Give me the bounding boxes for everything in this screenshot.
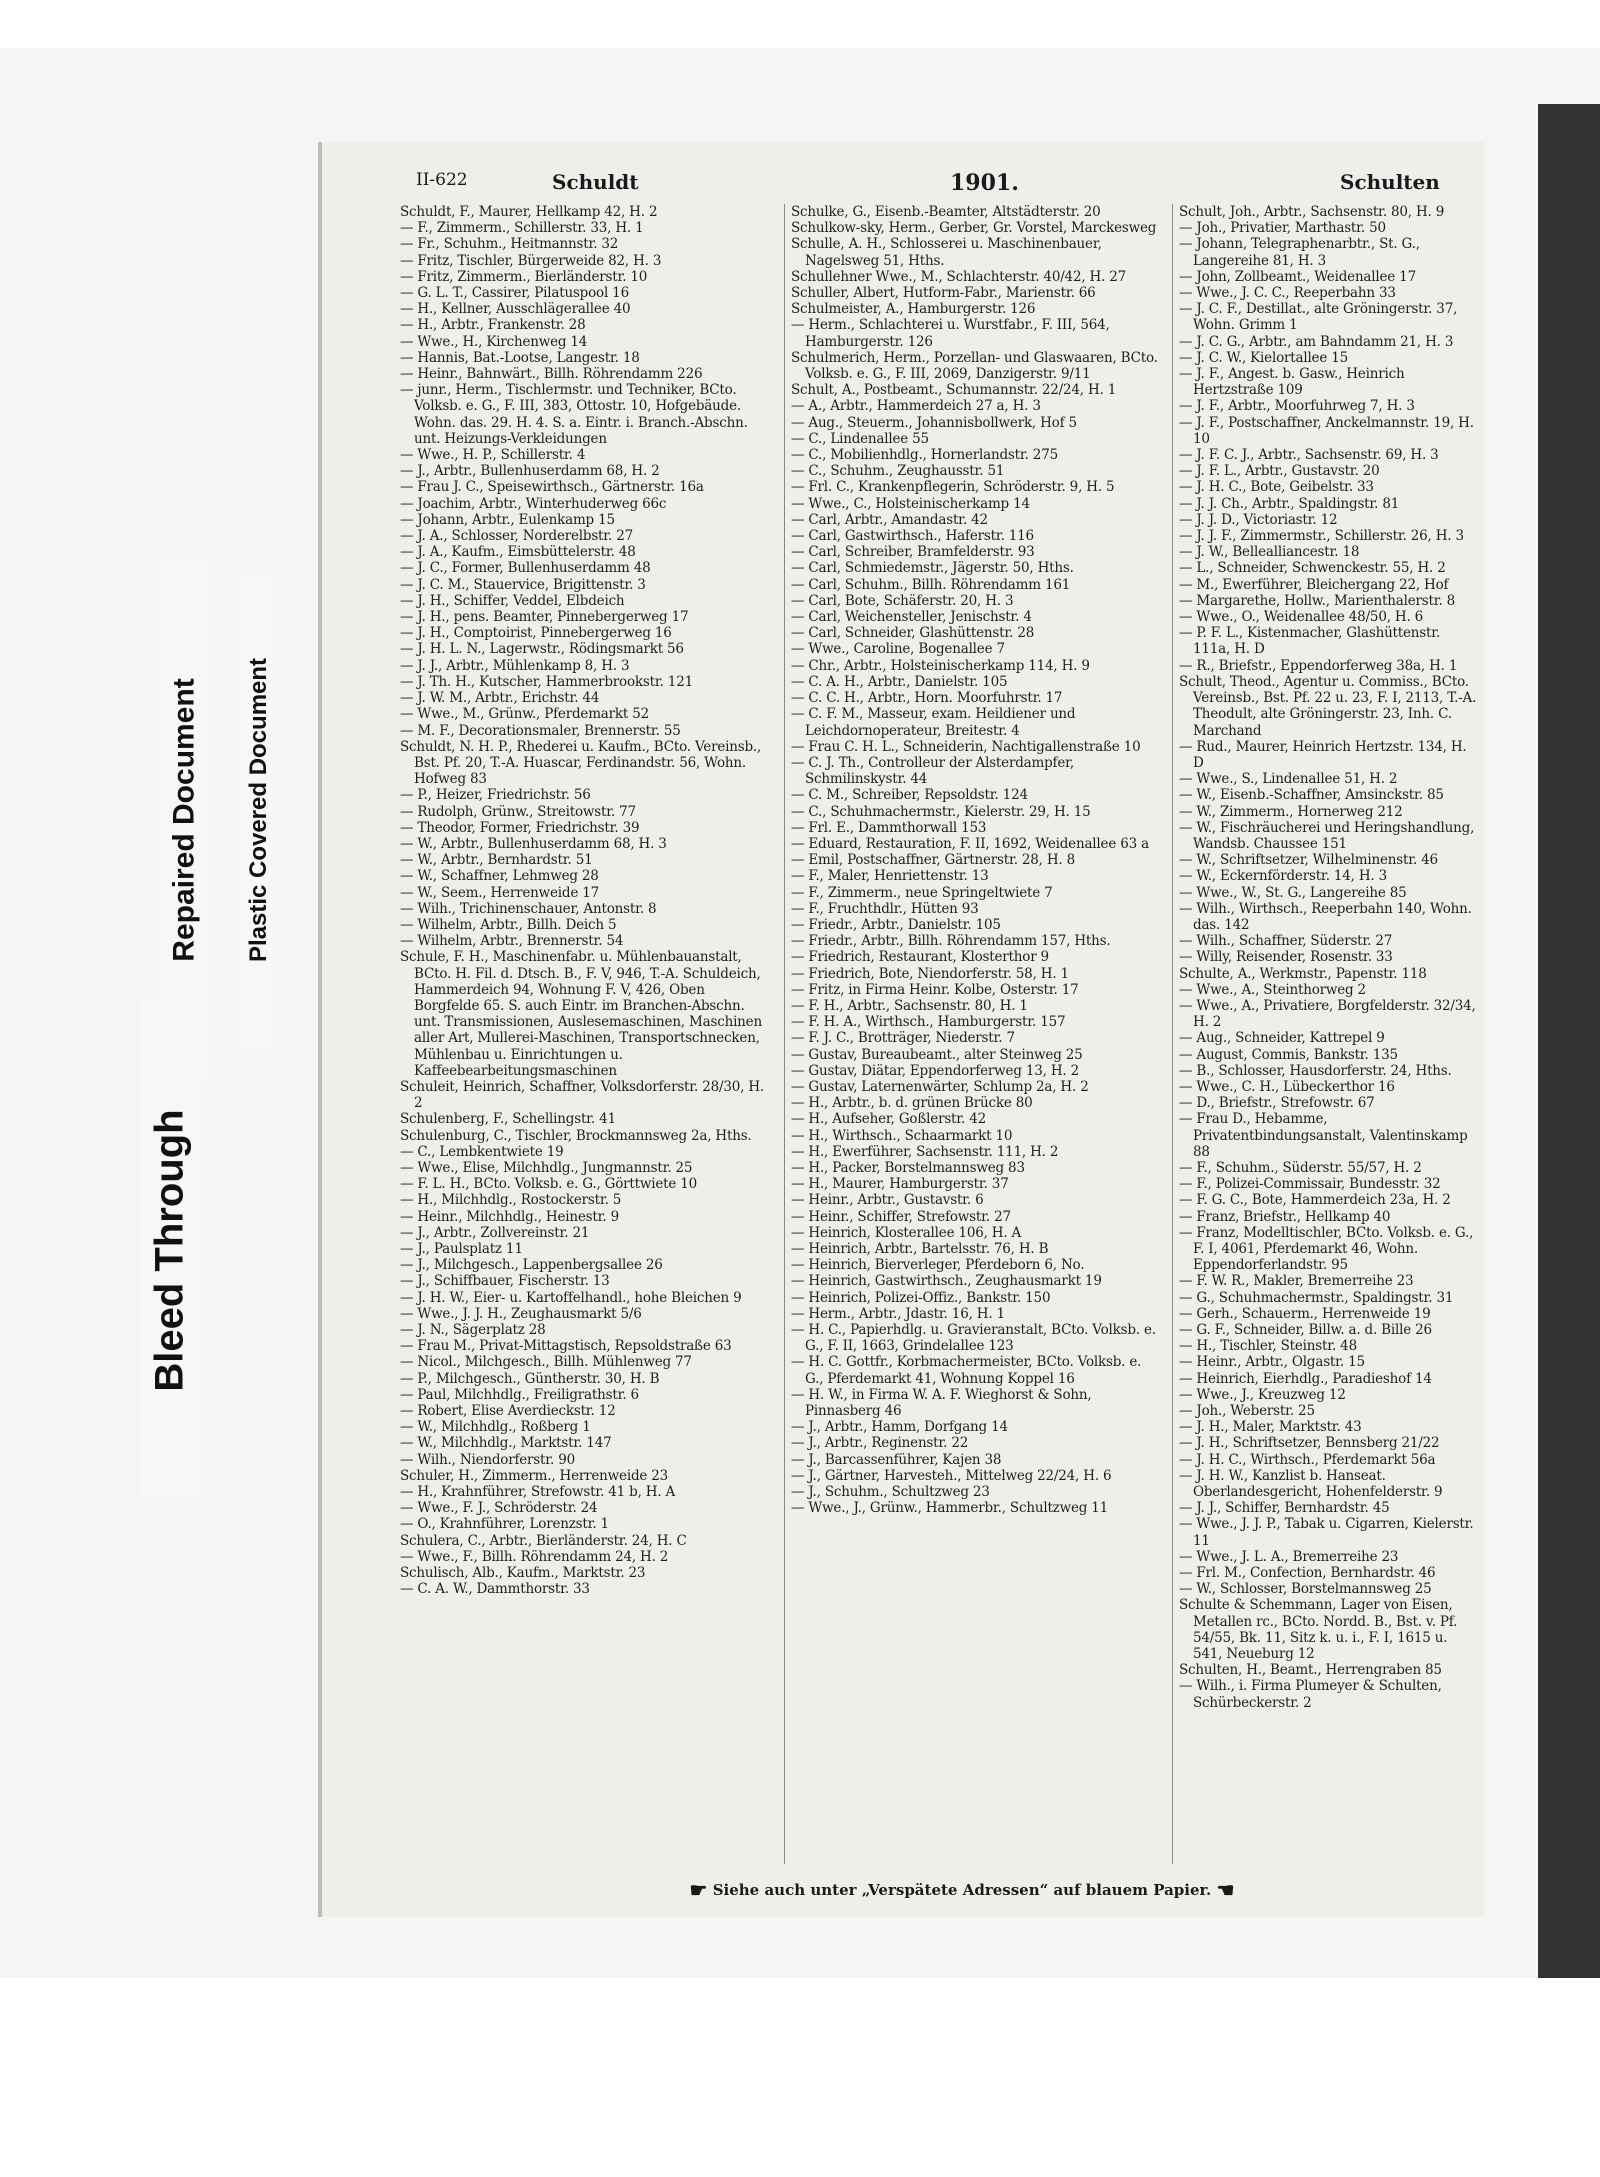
directory-entry: — J. H., Maler, Marktstr. 43 — [1179, 1419, 1362, 1436]
directory-entry: — Johann, Telegraphenarbtr., St. G., Langereihe 81, H. 3 — [1179, 236, 1420, 269]
directory-entry: — Wwe., M., Grünw., Pferdemarkt 52 — [400, 706, 649, 723]
directory-entry: Schulera, C., Arbtr., Bierländerstr. 24, H. C — [400, 1532, 687, 1549]
directory-entry: — Carl, Schneider, Glashüttenstr. 28 — [791, 625, 1035, 642]
directory-entry: — J. H. W., Kanzlist b. Hanseat. Oberlandesgericht, Hohenfelderstr. 9 — [1179, 1467, 1443, 1501]
directory-entry: — Nicol., Milchgesch., Billh. Mühlenweg 77 — [400, 1354, 692, 1371]
directory-entry: — J., Arbtr., Reginenstr. 22 — [791, 1435, 969, 1452]
directory-entry: — Carl, Schreiber, Bramfelderstr. 93 — [791, 544, 1035, 561]
directory-entry: — J., Schuhm., Schultzweg 23 — [791, 1484, 990, 1501]
directory-entry: — Herm., Schlachterei u. Wurstfabr., F. III, 564, Hamburgerstr. 126 — [791, 317, 1110, 350]
directory-entry: Schulle, A. H., Schlosserei u. Maschinenbauer, Nagelsweg 51, Hths. — [791, 236, 1102, 269]
directory-entry: — J., Barcassenführer, Kajen 38 — [791, 1451, 1002, 1468]
directory-entry: — J., Arbtr., Hamm, Dorfgang 14 — [791, 1419, 1008, 1436]
directory-entry: — Carl, Schmiedemstr., Jägerstr. 50, Hths. — [791, 560, 1074, 577]
directory-entry: — J. J. D., Victoriastr. 12 — [1179, 511, 1338, 528]
directory-entry: — Carl, Weichensteller, Jenischstr. 4 — [791, 609, 1032, 626]
directory-entry: — W., Zimmerm., Hornerweg 212 — [1179, 803, 1403, 820]
directory-entry: — Gustav, Laternenwärter, Schlump 2a, H. 2 — [791, 1078, 1089, 1095]
directory-entry: — J. W., Bellealliancestr. 18 — [1179, 544, 1360, 561]
directory-entry: Schulenberg, F., Schellingstr. 41 — [400, 1111, 616, 1128]
directory-entry: — Wilh., Trichinenschauer, Antonstr. 8 — [400, 900, 657, 917]
directory-entry: — Wwe., F., Billh. Röhrendamm 24, H. 2 — [400, 1548, 669, 1565]
directory-entry: — W., Arbtr., Bullenhuserdamm 68, H. 3 — [400, 835, 667, 852]
directory-entry: — Joachim, Arbtr., Winterhuderweg 66c — [400, 495, 667, 512]
directory-entry: — H. W., in Firma W. A. F. Wieghorst & Sohn, Pinnasberg 46 — [791, 1386, 1092, 1420]
directory-entry: — J. H. W., Eier- u. Kartoffelhandl., hohe Bleichen 9 — [400, 1289, 742, 1306]
header-year: 1901. — [950, 170, 1019, 196]
directory-entry: — Wilh., Niendorferstr. 90 — [400, 1451, 575, 1468]
directory-entry: — Hannis, Bat.-Lootse, Langestr. 18 — [400, 349, 640, 366]
directory-entry: — Wwe., S., Lindenallee 51, H. 2 — [1179, 771, 1398, 788]
directory-entry: — G. F., Schneider, Billw. a. d. Bille 26 — [1179, 1322, 1432, 1339]
directory-entry: — J. H., Schiffer, Veddel, Elbdeich — [400, 592, 625, 609]
directory-entry: — Wwe., J. J. P., Tabak u. Cigarren, Kielerstr. 11 — [1179, 1516, 1474, 1549]
directory-entry: — Willy, Reisender, Rosenstr. 33 — [1179, 949, 1393, 966]
directory-entry: — J. Th. H., Kutscher, Hammerbrookstr. 121 — [400, 673, 693, 690]
directory-entry: — Fritz, Zimmerm., Bierländerstr. 10 — [400, 268, 648, 285]
directory-entry: — J. H., pens. Beamter, Pinnebergerweg 17 — [400, 609, 689, 626]
directory-entry: — J. C. G., Arbtr., am Bahndamm 21, H. 3 — [1179, 333, 1454, 350]
directory-entry: — F., Zimmerm., Schillerstr. 33, H. 1 — [400, 220, 644, 237]
directory-entry: — Friedrich, Bote, Niendorferstr. 58, H. 1 — [791, 965, 1069, 982]
directory-entry: — Wilh., i. Firma Plumeyer & Schulten, Schürbeckerstr. 2 — [1179, 1678, 1442, 1711]
directory-entry: — J. F., Postschaffner, Anckelmannstr. 19, H. 10 — [1179, 414, 1474, 447]
directory-entry: — J. A., Kaufm., Eimsbüttelerstr. 48 — [400, 544, 636, 561]
pointing-hand-right-icon: ☛ — [689, 1878, 708, 1902]
directory-entry: — H. C., Papierhdlg. u. Gravieranstalt, BCto. Volksb. e. G., F. II, 1663, Grindelallee 123 — [791, 1322, 1156, 1355]
directory-entry: — Rudolph, Grünw., Streitowstr. 77 — [400, 803, 636, 820]
directory-entry: Schulisch, Alb., Kaufm., Marktstr. 23 — [400, 1565, 646, 1582]
directory-entry: — W., Seem., Herrenweide 17 — [400, 884, 599, 901]
directory-entry: — Frl. M., Confection, Bernhardstr. 46 — [1179, 1565, 1436, 1582]
directory-entry: — Heinrich, Gastwirthsch., Zeughausmarkt 19 — [791, 1273, 1102, 1290]
column-2 — [784, 204, 1161, 1864]
directory-entry: — J. J. F., Zimmermstr., Schillerstr. 26, H. 3 — [1179, 528, 1464, 545]
page-number: II-622 — [416, 170, 468, 190]
directory-entry: — Wwe., J. L. A., Bremerreihe 23 — [1179, 1548, 1399, 1565]
directory-entry: — Wilh., Wirthsch., Reeperbahn 140, Wohn. das. 142 — [1179, 900, 1472, 933]
directory-entry: — Wilh., Schaffner, Süderstr. 27 — [1179, 933, 1393, 950]
directory-entry: — J. A., Schlosser, Norderelbstr. 27 — [400, 528, 634, 545]
directory-entry: — Heinrich, Eierhdlg., Paradieshof 14 — [1179, 1370, 1432, 1387]
directory-entry: Schult, Theod., Agentur u. Commiss., BCto. Vereinsb., Bst. Pf. 22 u. 23, F. I, 2113, T.-A. Theodult, alte Gröningerstr. 23, Inh. C. Marchand — [1179, 673, 1477, 739]
directory-entry: — Franz, Modelltischler, BCto. Volksb. e. G., F. I, 4061, Pferdemarkt 46, Wohn. Eppendorferlandstr. 95 — [1179, 1224, 1474, 1274]
directory-entry: — Frau C. H. L., Schneiderin, Nachtigallenstraße 10 — [791, 738, 1141, 755]
directory-entry: — J. H., Comptoirist, Pinnebergerweg 16 — [400, 625, 672, 642]
directory-entry: — C. J. Th., Controlleur der Alsterdampfer, Schmilinskystr. 44 — [791, 754, 1074, 788]
directory-entry: — Wwe., C. H., Lübeckerthor 16 — [1179, 1078, 1395, 1095]
directory-entry: — J. F. L., Arbtr., Gustavstr. 20 — [1179, 463, 1380, 480]
directory-entry: — Frau J. C., Speisewirthsch., Gärtnerstr. 16a — [400, 479, 704, 496]
directory-entry: — J., Gärtner, Harvesteh., Mittelweg 22/24, H. 6 — [791, 1467, 1112, 1484]
directory-entry: — Wilhelm, Arbtr., Brennerstr. 54 — [400, 933, 624, 950]
directory-entry: — J., Milchgesch., Lappenbergsallee 26 — [400, 1257, 663, 1274]
column-3 — [1172, 204, 1479, 1864]
directory-entry: — Robert, Elise Averdieckstr. 12 — [400, 1403, 616, 1420]
directory-entry: — F. L. H., BCto. Volksb. e. G., Görttwiete 10 — [400, 1176, 698, 1193]
directory-entry: — J. W. M., Arbtr., Erichstr. 44 — [400, 690, 600, 707]
directory-entry: — Eduard, Restauration, F. II, 1692, Weidenallee 63 a — [791, 835, 1149, 852]
directory-entry: — C. A. H., Arbtr., Danielstr. 105 — [791, 673, 1008, 690]
directory-entry: — Frl. C., Krankenpflegerin, Schröderstr. 9, H. 5 — [791, 479, 1115, 496]
directory-entry: — Wwe., J. J. H., Zeughausmarkt 5/6 — [400, 1305, 642, 1322]
directory-page — [318, 142, 1484, 1917]
directory-entry: — F., Schuhm., Süderstr. 55/57, H. 2 — [1179, 1159, 1422, 1176]
directory-entry: — D., Briefstr., Strefowstr. 67 — [1179, 1095, 1375, 1112]
directory-entry: — H. C. Gottfr., Korbmachermeister, BCto. Volksb. e. G., Pferdemarkt 41, Wohnung Koppel 16 — [791, 1354, 1142, 1387]
directory-entry: — W., Milchhdlg., Marktstr. 147 — [400, 1435, 612, 1452]
directory-entry: — C., Mobilienhdlg., Hornerlandstr. 275 — [791, 447, 1058, 464]
directory-entry: — H., Milchhdlg., Rostockerstr. 5 — [400, 1192, 622, 1209]
directory-entry: — J. J., Arbtr., Mühlenkamp 8, H. 3 — [400, 657, 630, 674]
directory-entry: Schulmerich, Herm., Porzellan- und Glaswaaren, BCto. Volksb. e. G., F. III, 2069, Danzigerstr. 9/11 — [791, 349, 1158, 383]
directory-entry: — J. F., Arbtr., Moorfuhrweg 7, H. 3 — [1179, 398, 1415, 415]
directory-entry: — H., Ewerführer, Sachsenstr. 111, H. 2 — [791, 1143, 1059, 1160]
header-left-word: Schuldt — [552, 170, 639, 194]
directory-entry: — J. H., Schriftsetzer, Bennsberg 21/22 — [1179, 1435, 1440, 1452]
directory-entry: — W., Milchhdlg., Roßberg 1 — [400, 1419, 591, 1436]
directory-entry: — junr., Herm., Tischlermstr. und Techniker, BCto. Volksb. e. G., F. III, 383, Ottostr. 10, Hofgebäude. Wohn. das. 29. H. 4. S. a. Eintr. i. Branch.-Abschn. unt. Heizungs-Verkleidungen — [400, 382, 748, 447]
directory-entry: — C. F. M., Masseur, exam. Heildiener und Leichdornoperateur, Breitestr. 4 — [791, 706, 1076, 739]
directory-entry: — H., Krahnführer, Strefowstr. 41 b, H. A — [400, 1484, 676, 1501]
directory-entry: — Wwe., J., Kreuzweg 12 — [1179, 1386, 1346, 1403]
directory-entry: — J. J. Ch., Arbtr., Spaldingstr. 81 — [1179, 495, 1400, 512]
directory-entry: — Wwe., J., Grünw., Hammerbr., Schultzweg 11 — [791, 1500, 1109, 1517]
directory-entry: — C., Lindenallee 55 — [791, 430, 929, 447]
directory-entry: — Friedr., Arbtr., Danielstr. 105 — [791, 916, 1001, 933]
directory-entry: — F. H., Arbtr., Sachsenstr. 80, H. 1 — [791, 997, 1028, 1014]
directory-entry: — J. N., Sägerplatz 28 — [400, 1322, 546, 1339]
directory-entry: — W., Fischräucherei und Heringshandlung, Wandsb. Chaussee 151 — [1179, 819, 1475, 852]
top-margin — [0, 0, 1600, 48]
directory-entry: Schulte, A., Werkmstr., Papenstr. 118 — [1179, 965, 1427, 982]
directory-entry: — Frau D., Hebamme, Privatentbindungsanstalt, Valentinskamp 88 — [1179, 1111, 1468, 1160]
directory-entry: — J., Schiffbauer, Fischerstr. 13 — [400, 1273, 610, 1290]
directory-entry: Schullehner Wwe., M., Schlachterstr. 40/42, H. 27 — [791, 268, 1127, 285]
directory-entry: — W., Schaffner, Lehmweg 28 — [400, 868, 599, 885]
directory-entry: — J. J., Schiffer, Bernhardstr. 45 — [1179, 1500, 1390, 1517]
directory-entry: — R., Briefstr., Eppendorferweg 38a, H. 1 — [1179, 657, 1458, 674]
directory-entry: — Wwe., H. P., Schillerstr. 4 — [400, 447, 586, 464]
directory-entry: — G. L. T., Cassirer, Pilatuspool 16 — [400, 285, 629, 302]
tag-plastic-label: Plastic Covered Document — [245, 657, 272, 963]
directory-entry: — A., Arbtr., Hammerdeich 27 a, H. 3 — [791, 398, 1041, 415]
directory-entry: — Wwe., F. J., Schröderstr. 24 — [400, 1500, 598, 1517]
directory-entry: — H., Kellner, Ausschlägerallee 40 — [400, 301, 631, 318]
directory-entry: — Joh., Privatier, Marthastr. 50 — [1179, 220, 1386, 237]
directory-entry: Schulten, H., Beamt., Herrengraben 85 — [1179, 1662, 1442, 1679]
directory-entry: Schule, F. H., Maschinenfabr. u. Mühlenbauanstalt, BCto. H. Fil. d. Dtsch. B., F. V, 946, T.-A. Schuldeich, Hammerdeich 94, Wohnung F. V, 426, Oben Borgfelde 65. S. auch Eintr. im Branchen-Abschn. unt. Transmissionen, Auslesemaschinen, Maschinen aller Art, Mullerei-Maschinen, Transportschnecken, Mühlenbau u. Einrichtungen u. Kaffeebearbeitungsmaschinen — [400, 949, 762, 1079]
directory-entry: — Heinr., Milchhdlg., Heinestr. 9 — [400, 1208, 619, 1225]
tag-plastic — [240, 570, 278, 1050]
directory-entry: — J. F., Angest. b. Gasw., Heinrich Hertzstraße 109 — [1179, 366, 1405, 399]
directory-entry: Schulenburg, C., Tischler, Brockmannsweg 2a, Hths. — [400, 1127, 752, 1144]
directory-entry: — Heinrich, Bierverleger, Pferdeborn 6, No. — [791, 1257, 1085, 1274]
directory-entry: Schuldt, N. H. P., Rhederei u. Kaufm., BCto. Vereinsb., Bst. Pf. 20, T.-A. Huascar, Ferdinandstr. 56, Wohn. Hofweg 83 — [400, 738, 762, 788]
directory-entry: — W., Arbtr., Bernhardstr. 51 — [400, 852, 593, 869]
directory-entry: — C. M., Schreiber, Repsoldstr. 124 — [791, 787, 1028, 804]
directory-entry: — Wwe., Elise, Milchhdlg., Jungmannstr. 25 — [400, 1159, 693, 1176]
directory-entry: — F., Zimmerm., neue Springeltwiete 7 — [791, 884, 1053, 901]
directory-entry: — W., Eckernförderstr. 14, H. 3 — [1179, 868, 1387, 885]
directory-entry: — B., Schlosser, Hausdorferstr. 24, Hths. — [1179, 1062, 1452, 1079]
directory-entry: — C. A. W., Dammthorstr. 33 — [400, 1581, 590, 1598]
directory-entry: — H., Packer, Borstelmannsweg 83 — [791, 1159, 1025, 1176]
directory-entry: — Rud., Maurer, Heinrich Hertzstr. 134, H. D — [1179, 738, 1467, 771]
directory-entry: — O., Krahnführer, Lorenzstr. 1 — [400, 1516, 609, 1533]
directory-entry: — F., Fruchthdlr., Hütten 93 — [791, 900, 979, 917]
directory-entry: — August, Commis, Bankstr. 135 — [1179, 1046, 1398, 1063]
directory-entry: — Wwe., C., Holsteinischerkamp 14 — [791, 495, 1030, 512]
directory-entry: — Heinrich, Polizei-Offiz., Bankstr. 150 — [791, 1289, 1051, 1306]
directory-entry: Schuleit, Heinrich, Schaffner, Volksdorferstr. 28/30, H. 2 — [400, 1078, 764, 1112]
directory-entry: Schult, Joh., Arbtr., Sachsenstr. 80, H. 9 — [1179, 204, 1445, 220]
directory-entry: — W., Schlosser, Borstelmannsweg 25 — [1179, 1581, 1432, 1598]
directory-entry: — G., Schuhmachermstr., Spaldingstr. 31 — [1179, 1289, 1454, 1306]
directory-entry: Schulkow-sky, Herm., Gerber, Gr. Vorstel, Marckesweg — [791, 220, 1157, 237]
directory-entry: — Aug., Schneider, Kattrepel 9 — [1179, 1030, 1385, 1047]
header-right-word: Schulten — [1340, 170, 1440, 194]
directory-entry: — Gustav, Bureaubeamt., alter Steinweg 25 — [791, 1046, 1083, 1063]
footer-note — [512, 1878, 1412, 1902]
directory-entry: — Frau M., Privat-Mittagstisch, Repsoldstraße 63 — [400, 1338, 732, 1355]
directory-entry: — Johann, Arbtr., Eulenkamp 15 — [400, 511, 615, 528]
directory-entry: — C., Lembkentwiete 19 — [400, 1143, 564, 1160]
column-1 — [400, 204, 770, 1864]
directory-entry: — L., Schneider, Schwenckestr. 55, H. 2 — [1179, 560, 1446, 577]
directory-entry: — C., Schuhmachermstr., Kielerstr. 29, H. 15 — [791, 803, 1091, 820]
directory-entry: — Heinr., Arbtr., Olgastr. 15 — [1179, 1354, 1365, 1371]
directory-entry: — J. C. M., Stauervice, Brigittenstr. 3 — [400, 576, 646, 593]
directory-entry: — W., Eisenb.-Schaffner, Amsinckstr. 85 — [1179, 787, 1444, 804]
directory-entry: — Wwe., H., Kirchenweg 14 — [400, 333, 588, 350]
directory-entry: — C., Schuhm., Zeughausstr. 51 — [791, 463, 1005, 480]
directory-entry: — Gustav, Diätar, Eppendorferweg 13, H. 2 — [791, 1062, 1079, 1079]
directory-entry: — Friedr., Arbtr., Billh. Röhrendamm 157, Hths. — [791, 933, 1111, 950]
directory-entry: Schuller, Albert, Hutform-Fabr., Marienstr. 66 — [791, 285, 1096, 302]
directory-entry: — Frl. E., Dammthorwall 153 — [791, 819, 987, 836]
directory-entry: — Wilhelm, Arbtr., Billh. Deich 5 — [400, 916, 617, 933]
directory-entry: — Chr., Arbtr., Holsteinischerkamp 114, H. 9 — [791, 657, 1090, 674]
pointing-hand-left-icon: ☚ — [1216, 1878, 1235, 1902]
directory-entry: — F. W. R., Makler, Bremerreihe 23 — [1179, 1273, 1414, 1290]
directory-entry: — Heinrich, Klosterallee 106, H. A — [791, 1224, 1022, 1241]
tag-repaired — [160, 560, 210, 1080]
directory-entry: — Heinr., Schiffer, Strefowstr. 27 — [791, 1208, 1011, 1225]
directory-entry: — F., Maler, Henriettenstr. 13 — [791, 868, 989, 885]
directory-entry: — Wwe., W., St. G., Langereihe 85 — [1179, 884, 1407, 901]
directory-entry: — Emil, Postschaffner, Gärtnerstr. 28, H. 8 — [791, 852, 1076, 869]
directory-entry: — J. F. C. J., Arbtr., Sachsenstr. 69, H. 3 — [1179, 447, 1439, 464]
directory-entry: — Aug., Steuerm., Johannisbollwerk, Hof 5 — [791, 414, 1077, 431]
directory-entry: — Wwe., J. C. C., Reeperbahn 33 — [1179, 285, 1396, 302]
directory-entry: — Joh., Weberstr. 25 — [1179, 1403, 1315, 1420]
directory-entry: — J. C. F., Destillat., alte Gröningerstr. 37, Wohn. Grimm 1 — [1179, 301, 1458, 334]
directory-entry: — M., Ewerführer, Bleichergang 22, Hof — [1179, 576, 1449, 593]
directory-entry: — Wwe., A., Steinthorweg 2 — [1179, 981, 1366, 998]
directory-entry: — Heinrich, Arbtr., Bartelsstr. 76, H. B — [791, 1241, 1049, 1257]
directory-entry: — Herm., Arbtr., Jdastr. 16, H. 1 — [791, 1305, 1005, 1322]
directory-entry: Schulmeister, A., Hamburgerstr. 126 — [791, 301, 1036, 318]
directory-entry: Schult, A., Postbeamt., Schumannstr. 22/24, H. 1 — [791, 382, 1117, 399]
directory-entry: Schulke, G., Eisenb.-Beamter, Altstädterstr. 20 — [791, 204, 1101, 220]
directory-entry: — Franz, Briefstr., Hellkamp 40 — [1179, 1208, 1391, 1225]
directory-entry: — Wwe., O., Weidenallee 48/50, H. 6 — [1179, 609, 1424, 626]
directory-entry: — Fritz, in Firma Heinr. Kolbe, Osterstr. 17 — [791, 981, 1079, 998]
directory-entry: — Wwe., A., Privatiere, Borgfelderstr. 32/34, H. 2 — [1179, 997, 1476, 1031]
directory-entry: — J. H. C., Wirthsch., Pferdemarkt 56a — [1179, 1451, 1436, 1468]
binding-edge — [1538, 104, 1600, 1984]
directory-entry: — H., Tischler, Steinstr. 48 — [1179, 1338, 1357, 1355]
directory-entry: — F., Polizei-Commissair, Bundesstr. 32 — [1179, 1176, 1441, 1193]
directory-entry: — John, Zollbeamt., Weidenallee 17 — [1179, 268, 1416, 285]
directory-entry: Schulte & Schemmann, Lager von Eisen, Metallen rc., BCto. Nordd. B., Bst. v. Pf. 54/55, Bk. 11, Sitz k. u. i., F. I, 1615 u. 541, Neueburg 12 — [1179, 1597, 1458, 1663]
directory-entry: — Wwe., Caroline, Bogenallee 7 — [791, 641, 1005, 658]
bottom-margin — [0, 1978, 1600, 2177]
directory-entry: — Carl, Arbtr., Amandastr. 42 — [791, 511, 988, 528]
directory-entry: — P. F. L., Kistenmacher, Glashüttenstr. 111a, H. D — [1179, 625, 1441, 658]
directory-entry: — Paul, Milchhdlg., Freiligrathstr. 6 — [400, 1386, 639, 1403]
directory-entry: — Heinr., Bahnwärt., Billh. Röhrendamm 226 — [400, 366, 703, 383]
directory-entry: — H., Arbtr., Frankenstr. 28 — [400, 317, 586, 334]
directory-entry: — Carl, Gastwirthsch., Haferstr. 116 — [791, 528, 1034, 545]
directory-entry: — J. C., Former, Bullenhuserdamm 48 — [400, 560, 651, 577]
tag-repaired-label: Repaired Document — [168, 678, 202, 962]
directory-entry: — Carl, Schuhm., Billh. Röhrendamm 161 — [791, 576, 1071, 593]
directory-entry: — Fr., Schuhm., Heitmannstr. 32 — [400, 236, 619, 253]
directory-entry: — F. J. C., Brotträger, Niederstr. 7 — [791, 1030, 1015, 1047]
directory-entry: — H., Maurer, Hamburgerstr. 37 — [791, 1176, 1009, 1193]
directory-entry: Schuldt, F., Maurer, Hellkamp 42, H. 2 — [400, 204, 658, 220]
directory-entry: — Friedrich, Restaurant, Klosterthor 9 — [791, 949, 1049, 966]
directory-entry: — W., Schriftsetzer, Wilhelminenstr. 46 — [1179, 852, 1438, 869]
tag-bleed-through-label: Bleed Through — [147, 1108, 192, 1392]
page-header — [322, 170, 1484, 200]
directory-entry: — P., Milchgesch., Güntherstr. 30, H. B — [400, 1370, 660, 1387]
directory-entry: — C. C. H., Arbtr., Horn. Moorfuhrstr. 17 — [791, 690, 1063, 707]
directory-entry: — Carl, Bote, Schäferstr. 20, H. 3 — [791, 592, 1014, 609]
directory-entry: — Theodor, Former, Friedrichstr. 39 — [400, 819, 640, 836]
directory-entry: — J., Paulsplatz 11 — [400, 1241, 523, 1257]
directory-entry: — Heinr., Arbtr., Gustavstr. 6 — [791, 1192, 984, 1209]
directory-entry: — J. H. L. N., Lagerwstr., Rödingsmarkt 56 — [400, 641, 684, 658]
directory-entry: — Gerh., Schauerm., Herrenweide 19 — [1179, 1305, 1431, 1322]
footer-text: Siehe auch unter „Verspätete Adressen“ auf blauem Papier. — [712, 1881, 1212, 1899]
directory-entry: — P., Heizer, Friedrichstr. 56 — [400, 787, 591, 804]
directory-entry: — J. C. W., Kielortallee 15 — [1179, 349, 1349, 366]
directory-entry: Schuler, H., Zimmerm., Herrenweide 23 — [400, 1467, 669, 1484]
directory-entry: — M. F., Decorationsmaler, Brennerstr. 55 — [400, 722, 681, 739]
directory-entry: — H., Arbtr., b. d. grünen Brücke 80 — [791, 1095, 1033, 1112]
directory-entry: — H., Wirthsch., Schaarmarkt 10 — [791, 1127, 1013, 1144]
directory-entry: — J., Arbtr., Bullenhuserdamm 68, H. 2 — [400, 463, 660, 480]
directory-entry: — F. H. A., Wirthsch., Hamburgerstr. 157 — [791, 1014, 1066, 1031]
directory-entry: — J., Arbtr., Zollvereinstr. 21 — [400, 1224, 590, 1241]
directory-entry: — Fritz, Tischler, Bürgerweide 82, H. 3 — [400, 252, 662, 269]
directory-entry: — H., Aufseher, Goßlerstr. 42 — [791, 1111, 987, 1128]
directory-entry: — J. H. C., Bote, Geibelstr. 33 — [1179, 479, 1374, 496]
directory-entry: — Margarethe, Hollw., Marienthalerstr. 8 — [1179, 592, 1456, 609]
directory-entry: — F. G. C., Bote, Hammerdeich 23a, H. 2 — [1179, 1192, 1451, 1209]
